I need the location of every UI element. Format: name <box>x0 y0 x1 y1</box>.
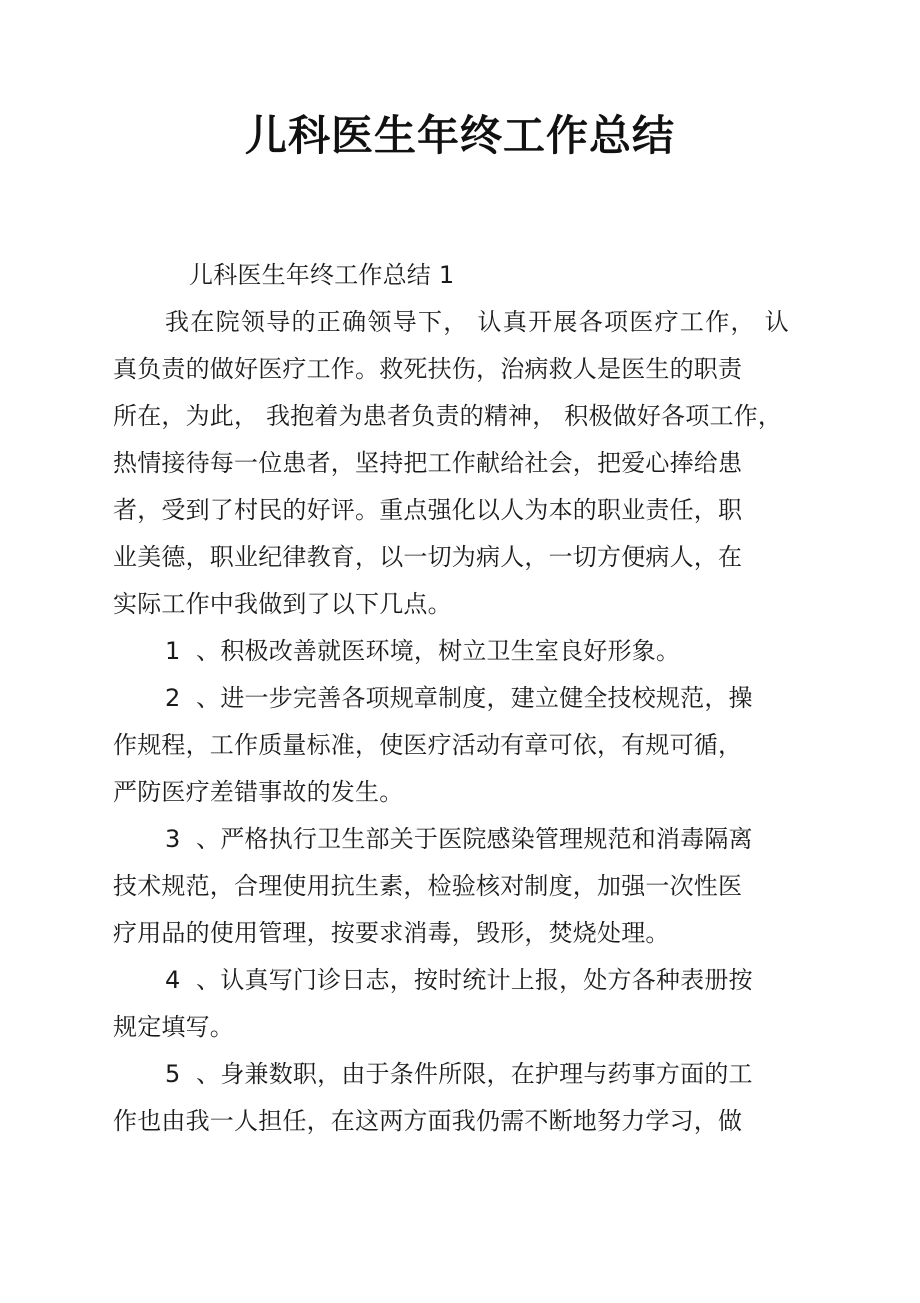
list-item-2: 2 、进一步完善各项规章制度，建立健全技校规范，操 <box>165 684 753 712</box>
body-line: 者，受到了村民的好评。重点强化以人为本的职业责任，职 <box>113 496 743 524</box>
body-line: 所在，为此， 我抱着为患者负责的精神， 积极做好各项工作， <box>113 402 783 430</box>
list-item-3: 3 、严格执行卫生部关于医院感染管理规范和消毒隔离 <box>165 825 753 853</box>
body-line: 规定填写。 <box>113 1013 234 1041</box>
body-line: 作也由我一人担任，在这两方面我仍需不断地努力学习，做 <box>113 1107 743 1135</box>
body-line: 业美德，职业纪律教育，以一切为病人，一切方便病人，在 <box>113 543 743 571</box>
body-line: 实际工作中我做到了以下几点。 <box>113 590 452 618</box>
list-item-1: 1 、积极改善就医环境，树立卫生室良好形象。 <box>165 637 681 665</box>
body-line: 我在院领导的正确领导下， 认真开展各项医疗工作， 认 <box>165 308 791 336</box>
list-item-4: 4 、认真写门诊日志，按时统计上报，处方各种表册按 <box>165 966 753 994</box>
body-line: 疗用品的使用管理，按要求消毒，毁形，焚烧处理。 <box>113 919 670 947</box>
body-line: 真负责的做好医疗工作。救死扶伤，治病救人是医生的职责 <box>113 355 743 383</box>
section-heading: 儿科医生年终工作总结 1 <box>189 261 455 289</box>
body-line: 热情接待每一位患者，坚持把工作献给社会，把爱心捧给患 <box>113 449 743 477</box>
body-line: 严防医疗差错事故的发生。 <box>113 778 404 806</box>
list-item-5: 5 、身兼数职，由于条件所限，在护理与药事方面的工 <box>165 1060 753 1088</box>
page-title: 儿科医生年终工作总结 <box>244 111 675 160</box>
body-line: 技术规范，合理使用抗生素，检验核对制度，加强一次性医 <box>113 872 743 900</box>
document-body <box>113 252 791 1145</box>
body-line: 作规程，工作质量标准，使医疗活动有章可依，有规可循， <box>113 731 743 759</box>
